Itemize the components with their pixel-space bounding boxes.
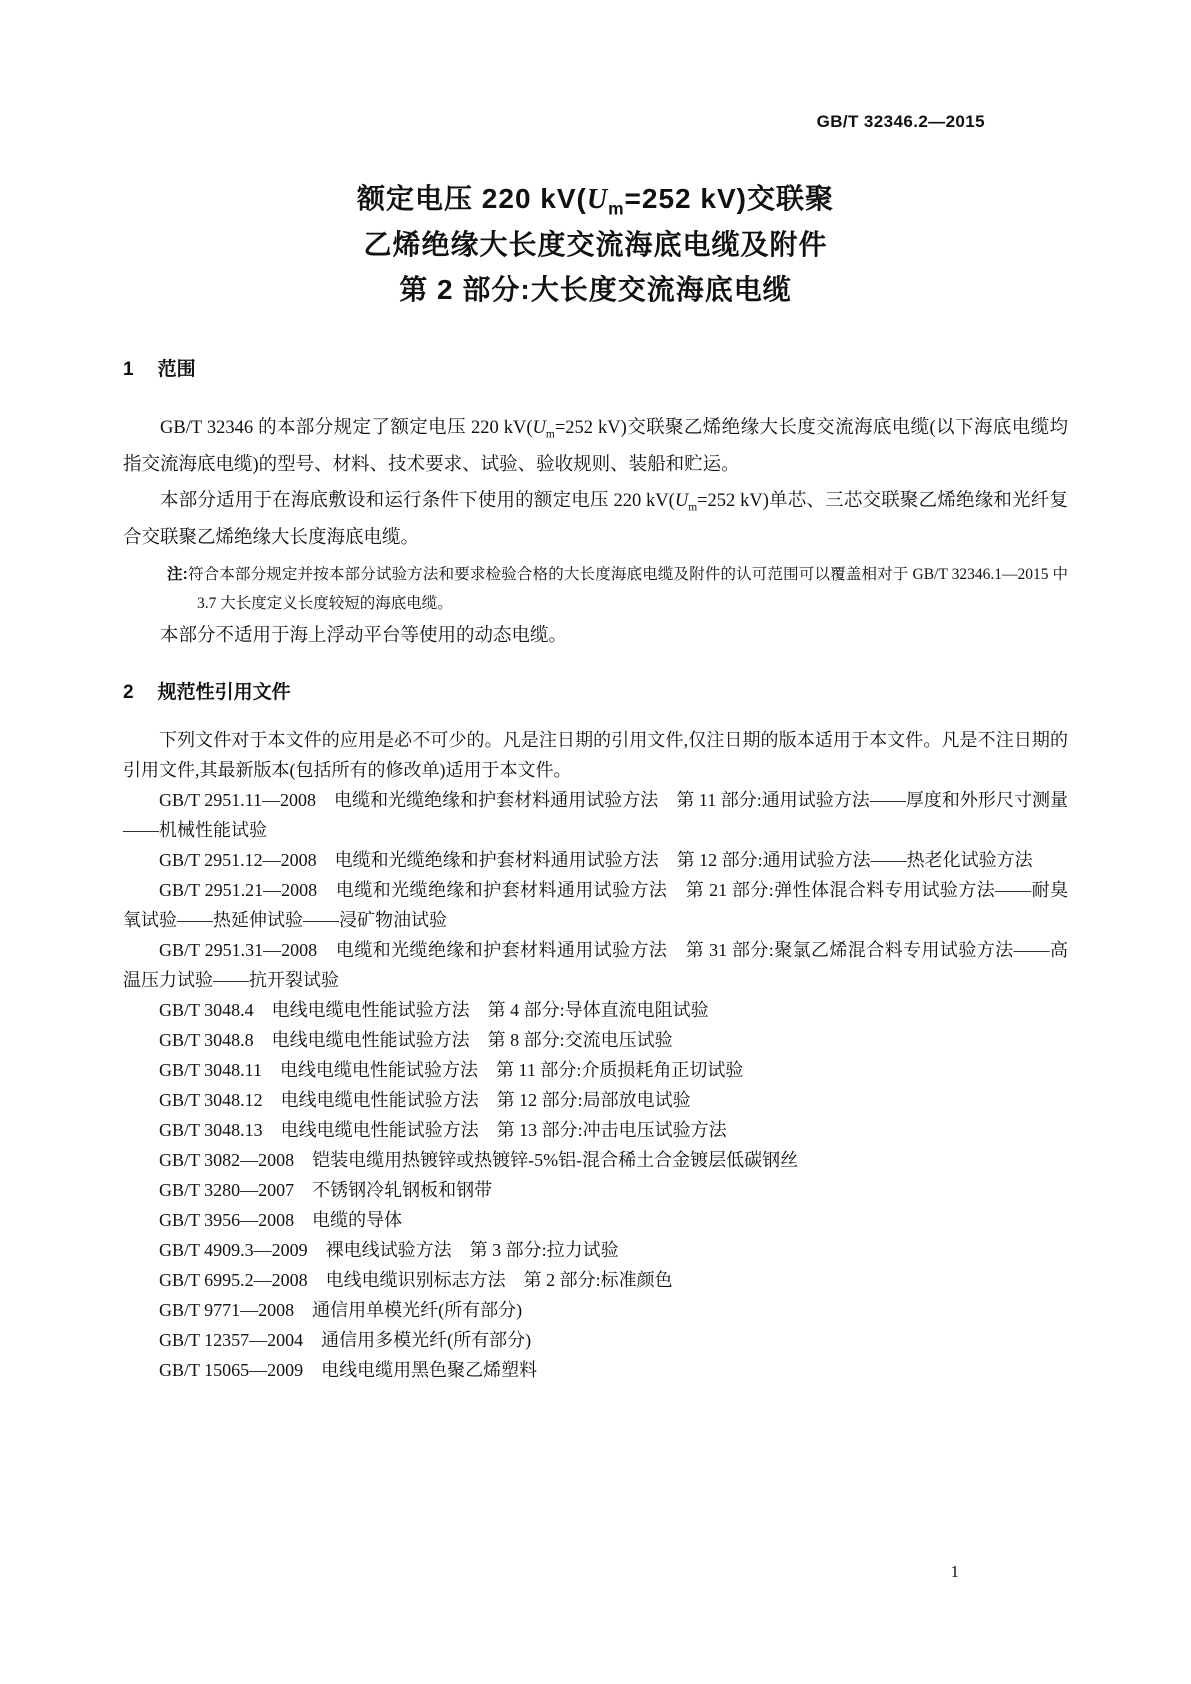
reference-item: GB/T 3048.8 电线电缆电性能试验方法 第 8 部分:交流电压试验 — [159, 1029, 673, 1050]
scope-paragraph-1 — [123, 410, 1068, 483]
voltage-symbol-subscript: m — [688, 501, 698, 514]
doc-title — [123, 176, 1068, 312]
reference-item: GB/T 15065—2009 电线电缆用黑色聚乙烯塑料 — [159, 1359, 538, 1380]
section-2-title: 规范性引用文件 — [157, 681, 291, 703]
note-text: 符合本部分规定并按本部分试验方法和要求检验合格的大长度海底电缆及附件的认可范围可以覆盖相对于 GB/T 32346.1—2015 中 3.7 大长度定义长度较短的海底电缆。 — [187, 566, 1068, 612]
reference-item: GB/T 2951.31—2008 电缆和光缆绝缘和护套材料通用试验方法 第 31 部分:聚氯乙烯混合料专用试验方法——高温压力试验——抗开裂试验 — [123, 939, 1068, 990]
references-list — [123, 785, 1068, 1385]
section-2-heading — [123, 681, 1068, 705]
reference-item: GB/T 2951.11—2008 电缆和光缆绝缘和护套材料通用试验方法 第 11 部分:通用试验方法——厚度和外形尺寸测量——机械性能试验 — [123, 789, 1068, 840]
reference-item: GB/T 3280—2007 不锈钢冷轧钢板和钢带 — [159, 1179, 493, 1200]
title-text-post: =252 kV)交联聚 — [624, 183, 834, 214]
paragraph-text-pre: GB/T 32346 的本部分规定了额定电压 220 kV( — [160, 418, 533, 438]
voltage-symbol: U — [586, 184, 609, 215]
reference-item: GB/T 4909.3—2009 裸电线试验方法 第 3 部分:拉力试验 — [159, 1239, 619, 1260]
section-2-number: 2 — [123, 681, 134, 703]
voltage-symbol-subscript: m — [608, 198, 625, 219]
doc-title-line-3: 第 2 部分:大长度交流海底电缆 — [399, 274, 792, 305]
reference-item: GB/T 3048.13 电线电缆电性能试验方法 第 13 部分:冲击电压试验方法 — [159, 1119, 727, 1140]
reference-item: GB/T 3082—2008 铠装电缆用热镀锌或热镀锌-5%铝-混合稀土合金镀层低碳钢丝 — [159, 1149, 799, 1170]
voltage-symbol-subscript: m — [545, 428, 555, 441]
paragraph-text-pre: 本部分适用于在海底敷设和运行条件下使用的额定电压 220 kV( — [160, 491, 675, 511]
section-2-body — [123, 725, 1068, 1385]
reference-item: GB/T 3048.4 电线电缆电性能试验方法 第 4 部分:导体直流电阻试验 — [159, 999, 709, 1020]
scope-paragraph-2 — [123, 483, 1068, 556]
page-number: 1 — [950, 1562, 959, 1581]
paragraph-text-post: =252 kV)交联聚乙烯绝缘大长度交流海底电缆(以下海底电缆均指交流海底电缆)的型号、材料、技术要求、试验、验收规则、装船和贮运。 — [123, 418, 1068, 475]
reference-item: GB/T 2951.21—2008 电缆和光缆绝缘和护套材料通用试验方法 第 21 部分:弹性体混合料专用试验方法——耐臭氧试验——热延伸试验——浸矿物油试验 — [123, 879, 1068, 930]
scope-paragraph-3: 本部分不适用于海上浮动平台等使用的动态电缆。 — [160, 626, 568, 646]
doc-standard-number: GB/T 32346.2—2015 — [816, 112, 985, 131]
doc-title-line-1 — [123, 176, 1068, 222]
title-text-pre: 额定电压 220 kV( — [357, 183, 587, 214]
section-1-heading — [123, 358, 1068, 382]
doc-title-line-2: 乙烯绝缘大长度交流海底电缆及附件 — [363, 229, 828, 260]
section-1-title: 范围 — [157, 359, 196, 380]
normative-references-intro: 下列文件对于本文件的应用是必不可少的。凡是注日期的引用文件,仅注日期的版本适用于本文件。凡是不注日期的引用文件,其最新版本(包括所有的修改单)适用于本文件。 — [123, 729, 1068, 780]
reference-item: GB/T 2951.12—2008 电缆和光缆绝缘和护套材料通用试验方法 第 12 部分:通用试验方法——热老化试验方法 — [159, 849, 1033, 870]
note-label: 注: — [167, 566, 188, 583]
paragraph-text-post: =252 kV)单芯、三芯交联聚乙烯绝缘和光纤复合交联聚乙烯绝缘大长度海底电缆。 — [123, 491, 1068, 548]
reference-item: GB/T 6995.2—2008 电线电缆识别标志方法 第 2 部分:标准颜色 — [159, 1269, 673, 1290]
scope-note — [123, 560, 1068, 618]
section-1-body — [123, 410, 1068, 655]
reference-item: GB/T 9771—2008 通信用单模光纤(所有部分) — [159, 1299, 523, 1320]
reference-item: GB/T 3956—2008 电缆的导体 — [159, 1209, 403, 1230]
reference-item: GB/T 12357—2004 通信用多模光纤(所有部分) — [159, 1329, 532, 1350]
reference-item: GB/T 3048.12 电线电缆电性能试验方法 第 12 部分:局部放电试验 — [159, 1089, 691, 1110]
section-1-number: 1 — [123, 359, 134, 380]
voltage-symbol: U — [674, 491, 689, 511]
voltage-symbol: U — [532, 418, 546, 438]
reference-item: GB/T 3048.11 电线电缆电性能试验方法 第 11 部分:介质损耗角正切试验 — [159, 1059, 744, 1080]
